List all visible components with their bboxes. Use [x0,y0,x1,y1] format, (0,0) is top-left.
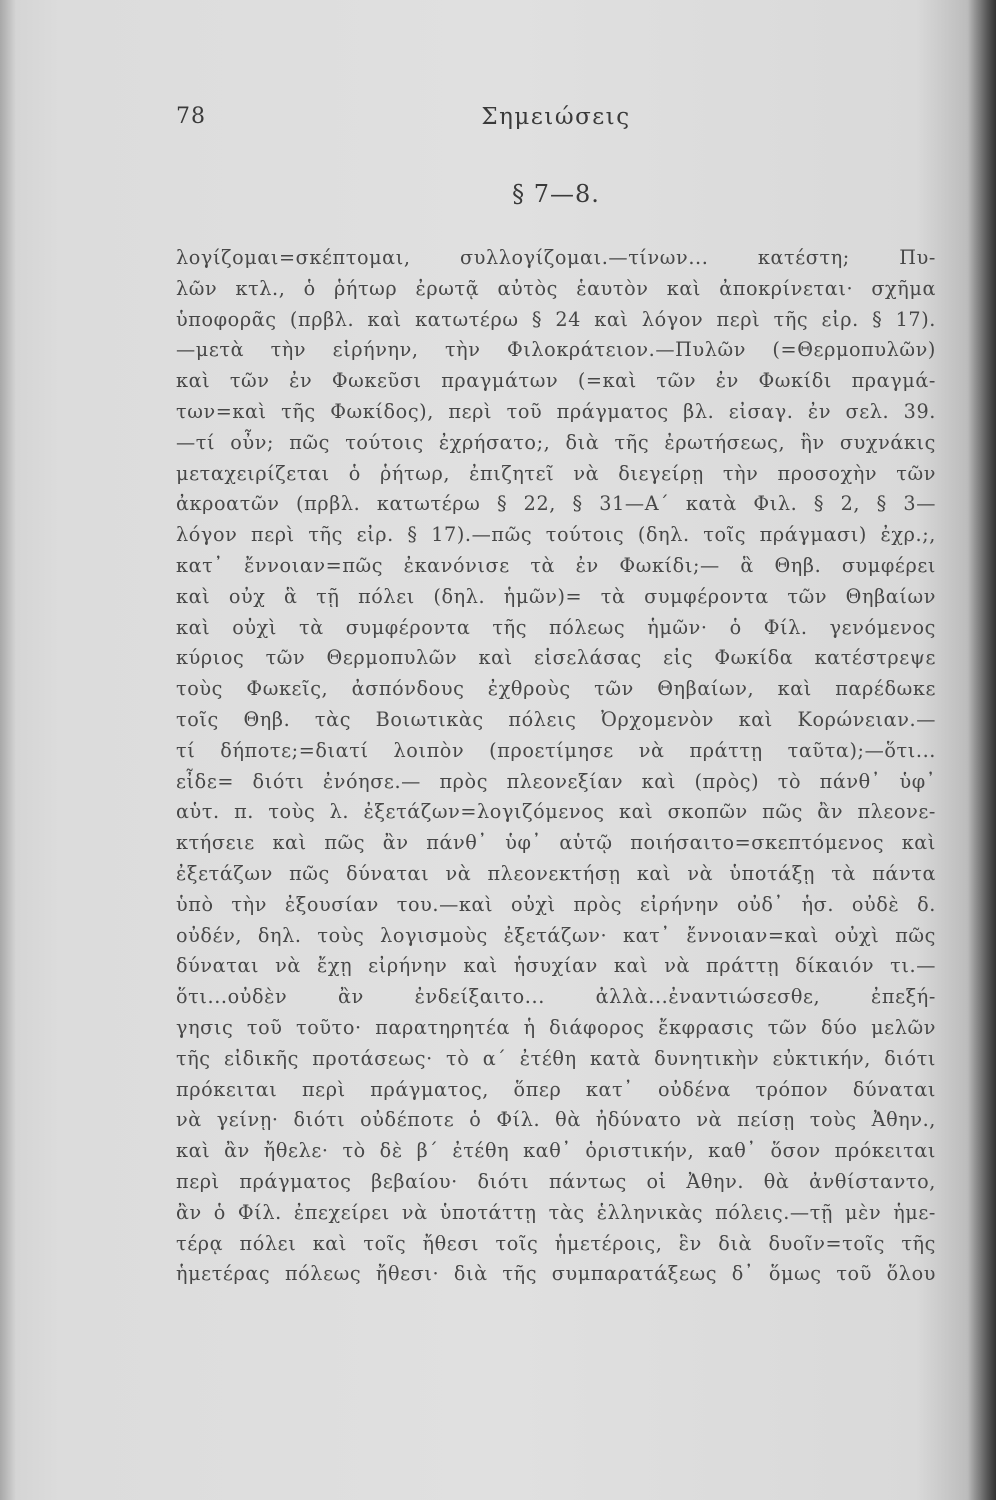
text-line: τοῖς Θηβ. τὰς Βοιωτικὰς πόλεις Ὀρχομενὸν καὶ Κορώνειαν.— [176,707,936,731]
text-line: αὑτ. π. τοὺς λ. ἐξετάζων=λογιζόμενος καὶ σκοπῶν πῶς ἂν πλεονε- [176,800,936,824]
text-line: καὶ οὐχὶ τὰ συμφέροντα τῆς πόλεως ἡμῶν· ὁ Φίλ. γενόμενος [176,615,936,639]
text-line: λογίζομαι=σκέπτομαι, συλλογίζομαι.—τίνων... κατέστη; Πυ- [176,246,936,269]
text-line: —μετὰ τὴν εἰρήνην, τὴν Φιλοκράτειον.—Πυλῶν (=Θερμοπυλῶν) [176,338,936,362]
text-line: ἐξετάζων πῶς δύναται νὰ πλεονεκτήσῃ καὶ νὰ ὑποτάξῃ τὰ πάντα [176,861,936,885]
text-line: κτήσειε καὶ πῶς ἂν πάνθ᾽ ὑφ᾽ αὑτῷ ποιήσαιτο=σκεπτόμενος καὶ [176,831,936,855]
text-line: καὶ τῶν ἐν Φωκεῦσι πραγμάτων (=καὶ τῶν ἐν Φωκίδι πραγμά- [176,369,936,393]
text-line: των=καὶ τῆς Φωκίδος), περὶ τοῦ πράγματος βλ. εἰσαγ. ἐν σελ. 39. [176,399,936,423]
text-line: πρόκειται περὶ πράγματος, ὅπερ κατ᾽ οὐδένα τρόπον δύναται [176,1077,936,1101]
text-line: —τί οὖν; πῶς τούτοις ἐχρήσατο;, διὰ τῆς ἐρωτήσεως, ἣν συχνάκις [176,430,936,454]
text-line: τέρᾳ πόλει καὶ τοῖς ἤθεσι τοῖς ἡμετέροις, ἓν διὰ δυοῖν=τοῖς τῆς [176,1231,936,1255]
page-left-edge-shadow [0,0,16,1500]
text-line: δύναται νὰ ἔχῃ εἰρήνην καὶ ἡσυχίαν καὶ νὰ πράττῃ δίκαιόν τι.— [176,954,936,978]
text-line: ἂν ὁ Φίλ. ἐπεχείρει νὰ ὑποτάττῃ τὰς ἑλληνικὰς πόλεις.—τῇ μὲν ἡμε- [176,1200,936,1224]
section-heading: § 7—8. [512,180,600,208]
page-number: 78 [176,104,206,129]
text-line: κύριος τῶν Θερμοπυλῶν καὶ εἰσελάσας εἰς Φωκίδα κατέστρεψε [176,646,936,670]
text-line: ἀκροατῶν (πρβλ. κατωτέρω § 22, § 31—Α΄ κατὰ Φιλ. § 2, § 3— [176,492,936,516]
text-line: γησις τοῦ τοῦτο· παρατηρητέα ἡ διάφορος ἔκφρασις τῶν δύο μελῶν [176,1015,936,1039]
text-line: νὰ γείνῃ· διότι οὐδέποτε ὁ Φίλ. θὰ ἠδύνατο νὰ πείσῃ τοὺς Ἀθην., [176,1108,936,1132]
body-text [176,243,936,1290]
text-line: λῶν κτλ., ὁ ῥήτωρ ἐρωτᾷ αὐτὸς ἑαυτὸν καὶ ἀποκρίνεται· σχῆμα [176,276,936,300]
text-line: μεταχειρίζεται ὁ ῥήτωρ, ἐπιζητεῖ νὰ διεγείρῃ τὴν προσοχὴν τῶν [176,461,936,485]
text-line: καὶ οὐχ ἃ τῇ πόλει (δηλ. ἡμῶν)= τὰ συμφέροντα τῶν Θηβαίων [176,584,936,608]
text-line: οὐδέν, δηλ. τοὺς λογισμοὺς ἐξετάζων· κατ᾽ ἔννοιαν=καὶ οὐχὶ πῶς [176,923,936,947]
text-line: κατ᾽ ἔννοιαν=πῶς ἐκανόνισε τὰ ἐν Φωκίδι;— ἃ Θηβ. συμφέρει [176,553,936,577]
text-line: τῆς εἰδικῆς προτάσεως· τὸ α΄ ἐτέθη κατὰ δυνητικὴν εὐκτικήν, διότι [176,1046,936,1070]
text-line: καὶ ἂν ἤθελε· τὸ δὲ β΄ ἐτέθη καθ᾽ ὁριστικήν, καθ᾽ ὅσον πρόκειται [176,1139,936,1163]
text-line: ὑποφορᾶς (πρβλ. καὶ κατωτέρω § 24 καὶ λόγον περὶ τῆς εἰρ. § 17). [176,307,936,331]
text-line: ὅτι...οὐδὲν ἂν ἐνδείξαιτο... ἀλλὰ...ἐναντιώσεσθε, ἐπεξή- [176,985,936,1009]
text-line: τί δήποτε;=διατί λοιπὸν (προετίμησε νὰ πράττῃ ταῦτα);—ὅτι... [176,738,936,762]
page-binding-shadow [968,0,996,1500]
running-title: Σημειώσεις [481,104,631,130]
text-line: τοὺς Φωκεῖς, ἀσπόνδους ἐχθροὺς τῶν Θηβαίων, καὶ παρέδωκε [176,677,936,701]
text-line: λόγον περὶ τῆς εἰρ. § 17).—πῶς τούτοις (δηλ. τοῖς πράγμασι) ἐχρ.;, [176,523,936,547]
text-line: ὑπὸ τὴν ἐξουσίαν του.—καὶ οὐχὶ πρὸς εἰρήνην οὐδ᾽ ἡσ. οὐδὲ δ. [176,892,936,916]
text-line: εἶδε= διότι ἐνόησε.— πρὸς πλεονεξίαν καὶ (πρὸς) τὸ πάνθ᾽ ὑφ᾽ [176,769,936,793]
running-head [176,104,936,144]
text-line: περὶ πράγματος βεβαίου· διότι πάντως οἱ Ἀθην. θὰ ἀνθίσταντο, [176,1169,936,1193]
text-line: ἡμετέρας πόλεως ἤθεσι· διὰ τῆς συμπαρατάξεως δ᾽ ὅμως τοῦ ὅλου [176,1262,936,1286]
